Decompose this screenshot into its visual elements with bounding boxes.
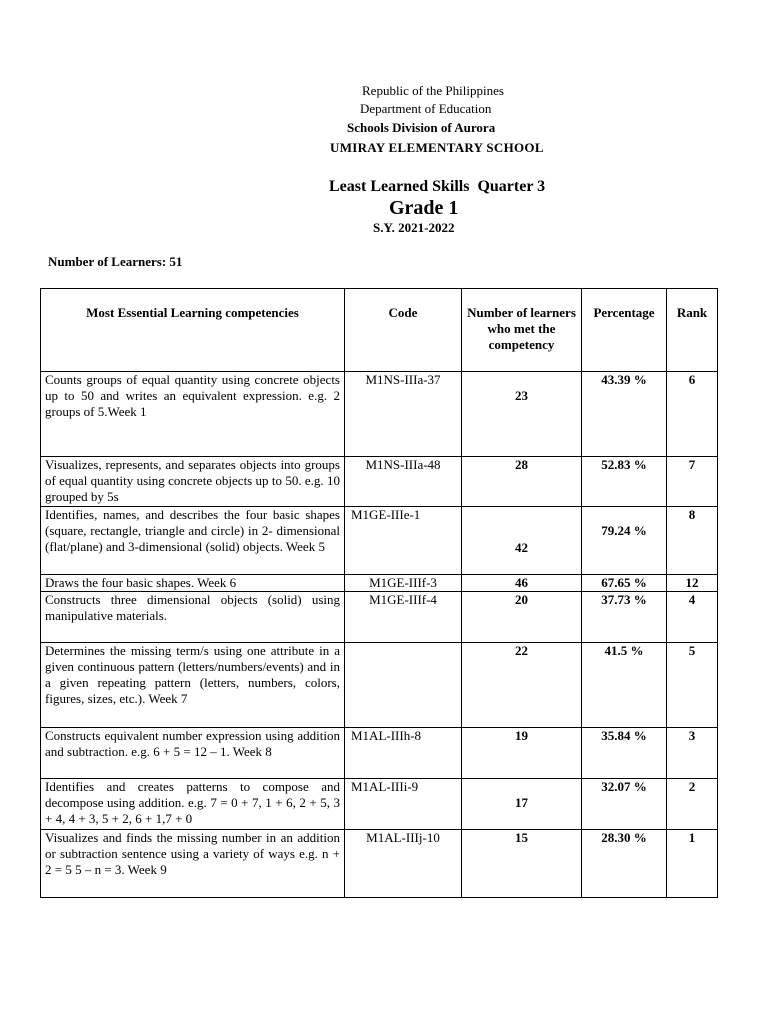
- school-year: S.Y. 2021-2022: [373, 220, 455, 235]
- percentage-cell: 79.24 %: [582, 507, 667, 575]
- code-cell: M1NS-IIIa-37: [345, 372, 462, 457]
- number-cell: 46: [462, 575, 582, 592]
- rank-cell: 7: [667, 457, 718, 507]
- table-row: [41, 575, 718, 592]
- number-cell: 28: [462, 457, 582, 507]
- grade-heading: Grade 1: [389, 197, 459, 219]
- rank-cell: 2: [667, 779, 718, 830]
- code-cell: M1NS-IIIa-48: [345, 457, 462, 507]
- document-title: Least Learned Skills Quarter 3: [329, 178, 546, 195]
- competency-cell: Identifies, names, and describes the four basic shapes (square, rectangle, triangle and circle) in 2- dimensional (flat/plane) and 3-dimensional (solid) objects. Week 5: [41, 507, 345, 575]
- code-cell: M1AL-IIIh-8: [345, 728, 462, 779]
- percentage-cell: 41.5 %: [582, 643, 667, 728]
- table-row: [41, 592, 718, 643]
- number-cell: 20: [462, 592, 582, 643]
- competency-cell: Constructs equivalent number expression using addition and subtraction. e.g. 6 + 5 = 12 – 1. Week 8: [41, 728, 345, 779]
- rank-cell: 12: [667, 575, 718, 592]
- column-header-percentage: Percentage: [582, 289, 667, 372]
- competency-cell: Identifies and creates patterns to compose and decompose using addition. e.g. 7 = 0 + 7, 1 + 6, 2 + 5, 3 + 4, 4 + 3, 5 + 2, 6 + 1,7 + 0: [41, 779, 345, 830]
- code-cell: M1AL-IIIi-9: [345, 779, 462, 830]
- competency-cell: Visualizes, represents, and separates objects into groups of equal quantity using concrete objects up to 50. e.g. 10 grouped by 5s: [41, 457, 345, 507]
- code-cell: M1GE-IIIf-3: [345, 575, 462, 592]
- competency-cell: Counts groups of equal quantity using concrete objects up to 50 and writes an equivalent expression. e.g. 2 groups of 5.Week 1: [41, 372, 345, 457]
- table-header-row: [41, 289, 718, 372]
- header-republic: Republic of the Philippines: [362, 83, 504, 98]
- rank-cell: 8: [667, 507, 718, 575]
- code-cell: M1GE-IIIf-4: [345, 592, 462, 643]
- code-cell: M1AL-IIIj-10: [345, 830, 462, 898]
- number-cell: 22: [462, 643, 582, 728]
- code-cell: [345, 643, 462, 728]
- table-row: [41, 372, 718, 457]
- column-header-rank: Rank: [667, 289, 718, 372]
- rank-cell: 1: [667, 830, 718, 898]
- column-header-code: Code: [345, 289, 462, 372]
- percentage-cell: 37.73 %: [582, 592, 667, 643]
- number-cell: 19: [462, 728, 582, 779]
- number-cell: 42: [462, 507, 582, 575]
- number-of-learners: Number of Learners: 51: [48, 254, 183, 269]
- rank-cell: 4: [667, 592, 718, 643]
- percentage-cell: 67.65 %: [582, 575, 667, 592]
- percentage-cell: 35.84 %: [582, 728, 667, 779]
- table-row: [41, 457, 718, 507]
- table-row: [41, 643, 718, 728]
- competency-cell: Visualizes and finds the missing number in an addition or subtraction sentence using a variety of ways e.g. n + 2 = 5 5 – n = 3. Week 9: [41, 830, 345, 898]
- header-department: Department of Education: [360, 101, 492, 116]
- percentage-cell: 28.30 %: [582, 830, 667, 898]
- table-row: [41, 728, 718, 779]
- competency-cell: Constructs three dimensional objects (solid) using manipulative materials.: [41, 592, 345, 643]
- rank-cell: 6: [667, 372, 718, 457]
- number-cell: 23: [462, 372, 582, 457]
- competency-cell: Draws the four basic shapes. Week 6: [41, 575, 345, 592]
- table-row: [41, 507, 718, 575]
- table-row: [41, 830, 718, 898]
- header-school-name: UMIRAY ELEMENTARY SCHOOL: [330, 140, 544, 155]
- code-cell: M1GE-IIIe-1: [345, 507, 462, 575]
- number-cell: 17: [462, 779, 582, 830]
- competency-cell: Determines the missing term/s using one attribute in a given continuous pattern (letters/numbers/events) and in a given repeating pattern (letters, numbers, colors, figures, sizes, etc.). Week 7: [41, 643, 345, 728]
- number-cell: 15: [462, 830, 582, 898]
- column-header-number: Number of learners who met the competency: [462, 289, 582, 372]
- least-learned-skills-table: [40, 288, 718, 898]
- column-header-competency: Most Essential Learning competencies: [41, 289, 345, 372]
- rank-cell: 3: [667, 728, 718, 779]
- table-row: [41, 779, 718, 830]
- percentage-cell: 52.83 %: [582, 457, 667, 507]
- header-division: Schools Division of Aurora: [347, 120, 496, 135]
- percentage-cell: 32.07 %: [582, 779, 667, 830]
- percentage-cell: 43.39 %: [582, 372, 667, 457]
- rank-cell: 5: [667, 643, 718, 728]
